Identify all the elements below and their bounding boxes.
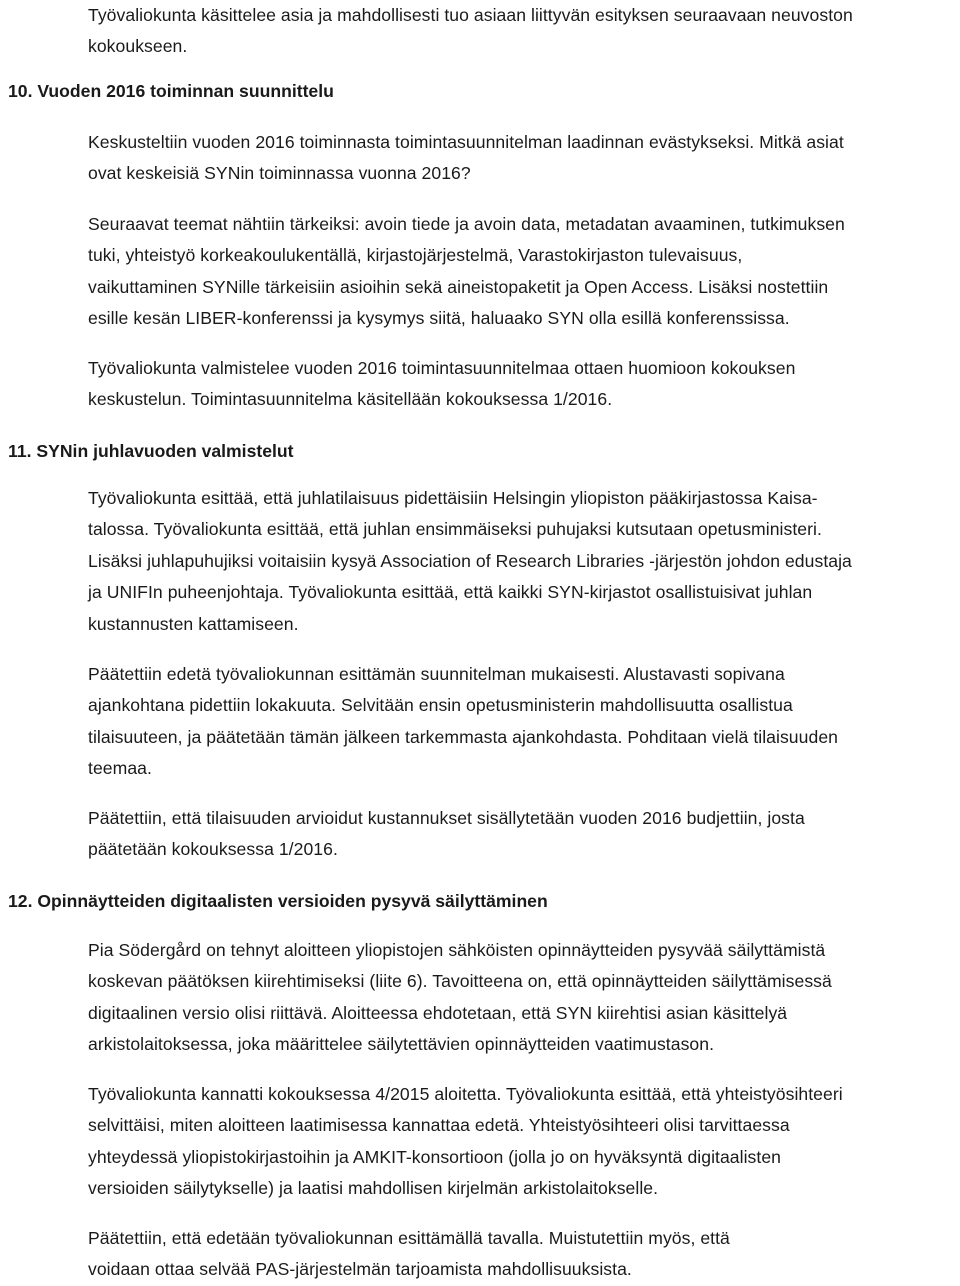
text-line: päätetään kokouksessa 1/2016.	[88, 839, 338, 860]
text-line: Päätettiin, että edetään työvaliokunnan esittämällä tavalla. Muistutettiin myös, että	[88, 1228, 730, 1248]
text-line: ovat keskeisiä SYNin toiminnassa vuonna 2016?	[88, 163, 471, 184]
text-line: selvittäisi, miten aloitteen laatimisessa kannattaa edetä. Yhteistyösihteeri olisi tarvittaessa	[88, 1115, 790, 1136]
text-line: yhteydessä yliopistokirjastoihin ja AMKIT-konsortioon (jolla jo on hyväksyntä digitaalisten	[88, 1146, 782, 1167]
text-line: arkistolaitoksessa, joka määrittelee säilytettävien opinnäytteiden vaatimustason.	[88, 1034, 715, 1055]
text-line: koskevan päätöksen kiirehtimiseksi (liite 6). Tavoitteena on, että opinnäytteiden säilyttämisessä	[88, 971, 832, 992]
text-line: Päätettiin edetä työvaliokunnan esittämän suunnitelman mukaisesti. Alustavasti sopivana	[88, 664, 785, 684]
text-line: Työvaliokunta käsittelee asia ja mahdollisesti tuo asiaan liittyvän esityksen seuraavaan neuvoston	[88, 5, 853, 25]
section-heading-12: 12. Opinnäytteiden digitaalisten versioiden pysyvä säilyttäminen	[8, 891, 548, 911]
text-line: teemaa.	[88, 758, 152, 779]
paragraph-council-referral	[88, 0, 954, 63]
paragraph-budget-decision	[88, 803, 954, 866]
text-line: kokoukseen.	[88, 36, 188, 57]
text-line: Työvaliokunta valmistelee vuoden 2016 toimintasuunnitelmaa ottaen huomioon kokouksen	[88, 358, 796, 378]
paragraph-thesis-committee-support	[88, 1079, 954, 1205]
paragraph-thesis-decision	[88, 1223, 954, 1286]
text-line: Pia Södergård on tehnyt aloitteen yliopistojen sähköisten opinnäytteiden pysyvää säilyttämistä	[88, 940, 826, 960]
text-line: voidaan ottaa selvää PAS-järjestelmän tarjoamista mahdollisuuksista.	[88, 1259, 632, 1280]
paragraph-thesis-initiative	[88, 935, 954, 1061]
text-line: keskustelun. Toimintasuunnitelma käsitellään kokouksessa 1/2016.	[88, 389, 613, 410]
text-line: ja UNIFIn puheenjohtaja. Työvaliokunta esittää, että kaikki SYN-kirjastot osallistuisivat juhlan	[88, 582, 813, 603]
section-heading-11: 11. SYNin juhlavuoden valmistelut	[8, 441, 294, 461]
text-line: vaikuttaminen SYNille tärkeisiin asioihin sekä aineistopaketit ja Open Access. Lisäksi nostettiin	[88, 276, 829, 297]
paragraph-key-themes	[88, 209, 954, 335]
text-line: tilaisuuteen, ja päätetään tämän jälkeen tarkemmasta ajankohdasta. Pohditaan vielä tilaisuuden	[88, 726, 838, 747]
paragraph-anniversary-proposal	[88, 483, 954, 640]
text-line: digitaalinen versio olisi riittävä. Aloitteessa ehdotetaan, että SYN kiirehtisi asian käsittelyä	[88, 1002, 788, 1023]
paragraph-anniversary-decision	[88, 659, 954, 785]
paragraph-plan-preparation	[88, 353, 954, 416]
section-heading-10: 10. Vuoden 2016 toiminnan suunnittelu	[8, 81, 334, 101]
text-line: Seuraavat teemat nähtiin tärkeiksi: avoin tiede ja avoin data, metadatan avaaminen, tutkimuksen	[88, 214, 845, 234]
text-line: Työvaliokunta kannatti kokouksessa 4/2015 aloitetta. Työvaliokunta esittää, että yhteistyösihteeri	[88, 1084, 843, 1104]
text-line: Keskusteltiin vuoden 2016 toiminnasta toimintasuunnitelman laadinnan evästykseksi. Mitkä asiat	[88, 132, 844, 152]
text-line: talossa. Työvaliokunta esittää, että juhlan ensimmäiseksi puhujaksi kutsutaan opetusministeri.	[88, 519, 822, 540]
paragraph-planning-discussion	[88, 127, 954, 190]
text-line: Lisäksi juhlapuhujiksi voitaisiin kysyä Association of Research Libraries -järjestön johdon edustaja	[88, 550, 852, 571]
text-line: Päätettiin, että tilaisuuden arvioidut kustannukset sisällytetään vuoden 2016 budjettiin, josta	[88, 808, 805, 828]
text-line: ajankohtana pidettiin lokakuuta. Selvitään ensin opetusministerin mahdollisuutta osallistua	[88, 695, 793, 716]
text-line: versioiden säilytykselle) ja laatisi mahdollisen kirjelmän arkistolaitokselle.	[88, 1178, 659, 1199]
text-line: Työvaliokunta esittää, että juhlatilaisuus pidettäisiin Helsingin yliopiston pääkirjastossa Kaisa-	[88, 488, 818, 508]
text-line: tuki, yhteistyö korkeakoulukentällä, kirjastojärjestelmä, Varastokirjaston tulevaisuus,	[88, 245, 743, 266]
text-line: kustannusten kattamiseen.	[88, 613, 299, 634]
text-line: esille kesän LIBER-konferenssi ja kysymys siitä, haluaako SYN olla esillä konferenssissa.	[88, 308, 790, 329]
